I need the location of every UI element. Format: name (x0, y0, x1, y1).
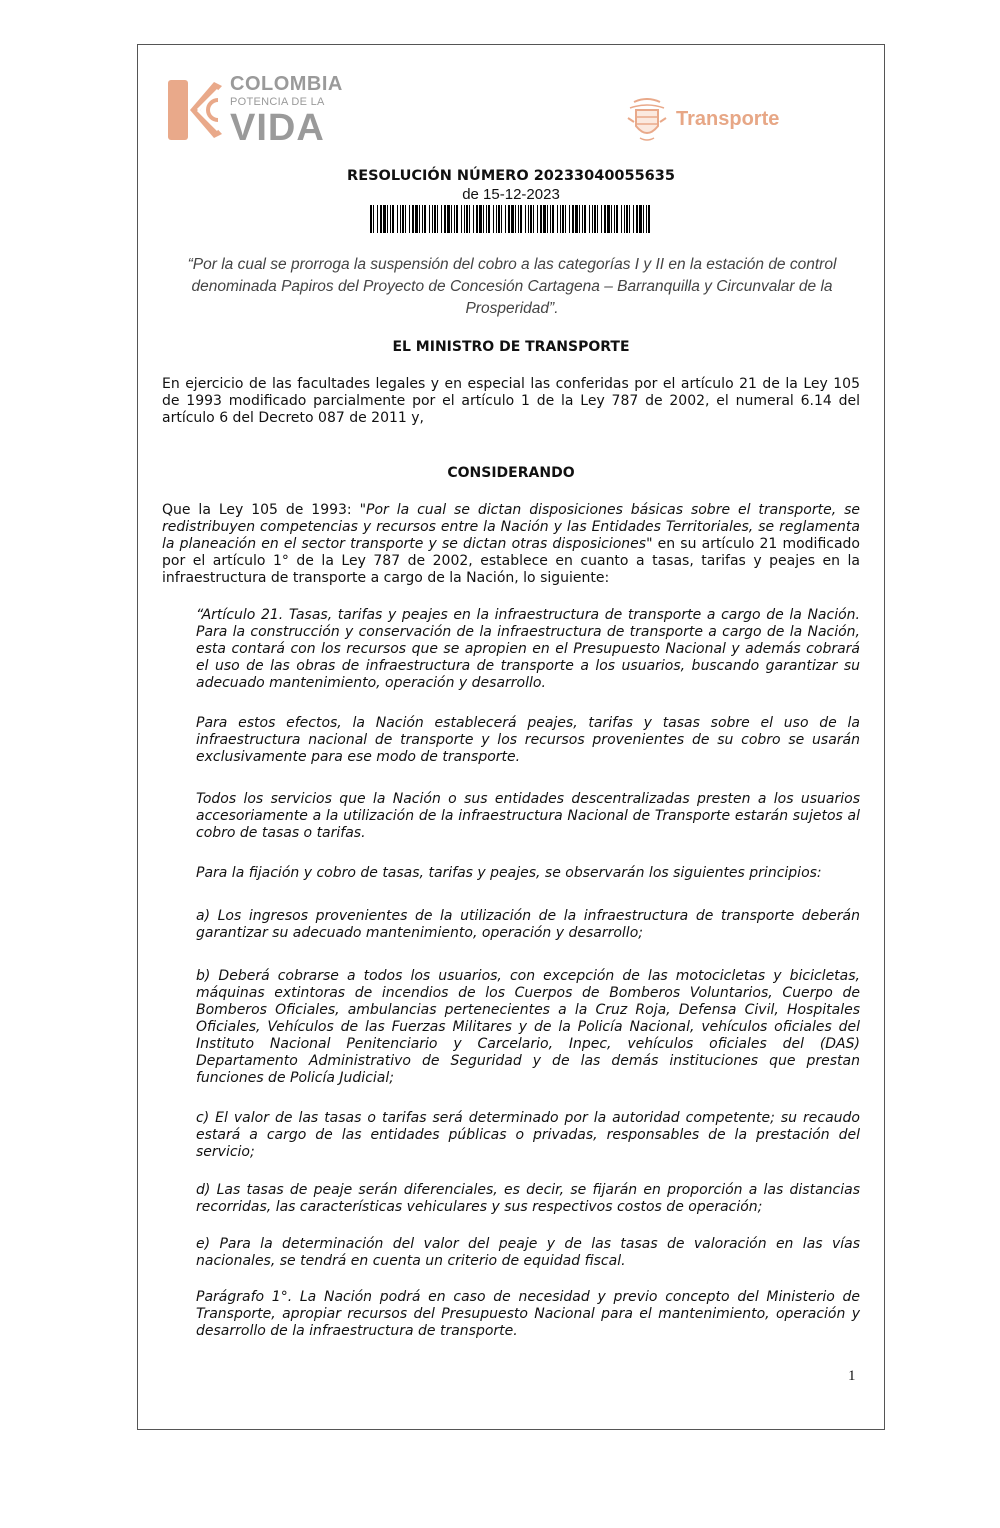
resolution-date: de 15-12-2023 (462, 186, 560, 203)
minister-heading: EL MINISTRO DE TRANSPORTE (392, 339, 630, 355)
considerando-heading: CONSIDERANDO (447, 465, 575, 481)
logo-line-potencia: POTENCIA DE LA (230, 96, 325, 108)
resolution-title: RESOLUCIÓN NÚMERO 20233040055635 (347, 168, 675, 184)
quote-paragraph-servicios: Todos los servicios que la Nación o sus entidades descentralizadas presten a los usuarios accesoriamente a la utilización de la infraestructura Nacional de Transporte estarán sujetos al cobro de tasas o tarifas. (196, 791, 860, 841)
que-law-title: "Por la cual se dictan disposiciones básicas sobre el transporte, se redistribuyen competencias y recursos entre la Nación y las Entidades Territoriales, se reglamenta la planeación en el sector transporte y se dictan otras disposiciones (162, 502, 860, 552)
colombia-logo-icon (168, 76, 228, 146)
quote-paragraph-efectos: Para estos efectos, la Nación establecerá peajes, tarifas y tasas sobre el uso de la infraestructura nacional de transporte y los recursos provenientes de su cobro se usarán exclusivamente para ese modo de transporte. (196, 715, 860, 765)
quote-paragraph-principios: Para la fijación y cobro de tasas, tarifas y peajes, se observarán los siguientes principios: (196, 865, 822, 881)
quote-paragraph-articulo-21: “Artículo 21. Tasas, tarifas y peajes en la infraestructura de transporte a cargo de la Nación. Para la construcción y conservación de la infraestructura de transporte a cargo de la Nación, esta contará con los recursos que se apropien en el Presupuesto Nacional y además cobrará el uso de las obras de infraestructura de transporte a los usuarios, buscando garantizar su adecuado mantenimiento, operación y desarrollo. (196, 607, 860, 691)
quote-item-a: a) Los ingresos provenientes de la utilización de la infraestructura de transporte deberán garantizar su adecuado mantenimiento, operación y desarrollo; (196, 908, 860, 941)
que-paragraph (162, 502, 860, 587)
quote-item-b: b) Deberá cobrarse a todos los usuarios, con excepción de las motocicletas y bicicletas, máquinas extintoras de incendios de los Cuerpos de Bomberos Voluntarios, Cuerpo de Bomberos Oficiales, ambulancias pertenecientes a la Cruz Roja, Defensa Civil, Hospitales Oficiales, Vehículos de las Fuerzas Militares y de la Policía Nacional, vehículos oficiales del Instituto Nacional Penitenciario y Carcelario, Inpec, vehículos oficiales del (DAS) Departamento Administrativo de Seguridad y de las demás instituciones que prestan funciones de Policía Judicial; (196, 968, 860, 1086)
intro-paragraph: En ejercicio de las facultades legales y en especial las conferidas por el artículo 21 de la Ley 105 de 1993 modificado parcialmente por el artículo 1 de la Ley 787 de 2002, el numeral 6.14 del artículo 6 del Decreto 087 de 2011 y, (162, 376, 860, 426)
transporte-wordmark: Transporte (676, 108, 780, 130)
transporte-logo (626, 98, 796, 144)
barcode-image (370, 205, 652, 233)
quote-item-e: e) Para la determinación del valor del peaje y de las tasas de valoración en las vías nacionales, se tendrá en cuenta un criterio de equidad fiscal. (196, 1236, 860, 1269)
quote-item-c: c) El valor de las tasas o tarifas será determinado por la autoridad competente; su recaudo estará a cargo de las entidades públicas o privadas, responsables de la prestación del servicio; (196, 1110, 860, 1160)
logo-line-vida: VIDA (230, 107, 325, 149)
logo-line-colombia: COLOMBIA (230, 73, 343, 95)
coat-of-arms-icon (626, 98, 668, 144)
que-text-start: Que la Ley 105 de 1993: (162, 502, 360, 518)
resolution-subtitle: “Por la cual se prorroga la suspensión del cobro a las categorías I y II en la estación de control denominada Papiros del Proyecto de Concesión Cartagena – Barranquilla y Circunvalar de la Prosperidad”. (187, 256, 837, 317)
colombia-potencia-logo (168, 73, 358, 149)
que-text-end: " en su artículo 21 modificado por el artículo 1° de la Ley 787 de 2002, establece en cuanto a tasas, tarifas y peajes en la infraestructura de transporte a cargo de la Nación, lo siguiente: (162, 536, 860, 586)
quote-item-d: d) Las tasas de peaje serán diferenciales, es decir, se fijarán en proporción a las distancias recorridas, las características vehiculares y sus respectivos costos de operación; (196, 1182, 860, 1215)
page-number: 1 (848, 1368, 856, 1384)
quote-paragrafo-1: Parágrafo 1°. La Nación podrá en caso de necesidad y previo concepto del Ministerio de Transporte, apropiar recursos del Presupuesto Nacional para el mantenimiento, operación y desarrollo de la infraestructura de transporte. (196, 1289, 860, 1339)
